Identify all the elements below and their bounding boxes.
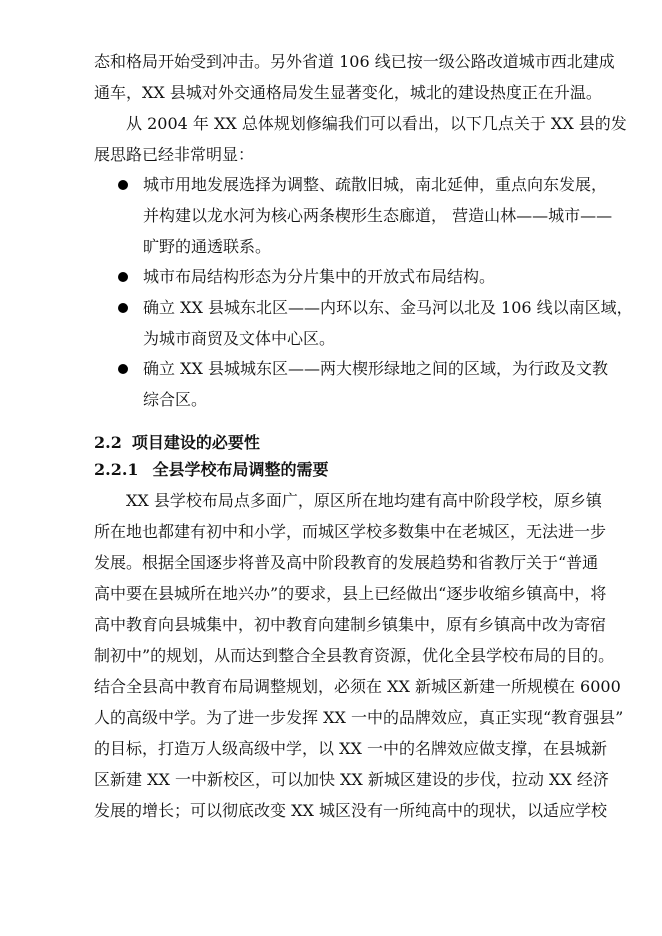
paragraph-line: 发展的增长；可以彻底改变 XX 城区没有一所纯高中的现状，以适应学校 (94, 801, 607, 820)
paragraph-line: 的目标，打造万人级高级中学，以 XX 一中的名牌效应做支撑，在县城新 (94, 739, 607, 758)
paragraph-line: 结合全县高中教育布局调整规划，必须在 XX 新城区新建一所规模在 6000 (94, 677, 621, 696)
paragraph-line: 展思路已经非常明显： (94, 145, 255, 164)
bullet-line: 旷野的通透联系。 (143, 237, 272, 256)
paragraph-line: 态和格局开始受到冲击。另外省道 106 线已按一级公路改道城市西北建成 (94, 52, 615, 71)
subsection-number: 2.2.1 (94, 460, 139, 479)
paragraph-line: XX 县学校布局点多面广，原区所在地均建有高中阶段学校，原乡镇 (126, 491, 602, 510)
paragraph-line: 区新建 XX 一中新校区，可以加快 XX 新城区建设的步伐，拉动 XX 经济 (94, 770, 609, 789)
paragraph-line: 从 2004 年 XX 总体规划修编我们可以看出，以下几点关于 XX 县的发 (126, 114, 627, 133)
bullet-line: 为城市商贸及文体中心区。 (143, 329, 336, 348)
bullet-line: 城市用地发展选择为调整、疏散旧城，南北延伸，重点向东发展， (143, 175, 608, 194)
paragraph-line: 制初中”的规划，从而达到整合全县教育资源，优化全县学校布局的目的。 (94, 646, 615, 665)
bullet-line: 综合区。 (143, 390, 208, 409)
bullet-line: 确立 XX 县城东北区——内环以东、金马河以北及 106 线以南区域， (143, 298, 633, 317)
paragraph-line: 高中教育向县城集中，初中教育向建制乡镇集中，原有乡镇高中改为寄宿 (94, 615, 607, 634)
paragraph-line: 发展。根据全国逐步将普及高中阶段教育的发展趋势和省教厅关于“普通 (94, 553, 599, 572)
subsection-title: 全县学校布局调整的需要 (152, 460, 329, 479)
paragraph-line: 人的高级中学。为了进一步发挥 XX 一中的品牌效应，真正实现“教育强县” (94, 708, 624, 727)
section-heading (94, 432, 614, 454)
paragraph-line: 所在地也都建有初中和小学，而城区学校多数集中在老城区，无法进一步 (94, 522, 607, 541)
bullet-line: 确立 XX 县城城东区——两大楔形绿地之间的区域，为行政及文教 (143, 359, 608, 378)
section-title: 项目建设的必要性 (131, 433, 260, 452)
section-number: 2.2 (94, 433, 122, 452)
bullet-icon (118, 272, 128, 282)
bullet-icon (118, 180, 128, 190)
paragraph-line: 通车，XX 县城对外交通格局发生显著变化，城北的建设热度正在升温。 (94, 83, 602, 102)
bullet-line: 城市布局结构形态为分片集中的开放式布局结构。 (143, 267, 496, 286)
bullet-line: 并构建以龙水河为核心两条楔形生态廊道， 营造山林——城市—— (143, 206, 613, 225)
paragraph-line: 高中要在县城所在地兴办”的要求，县上已经做出“逐步收缩乡镇高中，将 (94, 584, 607, 603)
subsection-heading (94, 459, 614, 481)
bullet-icon (118, 364, 128, 374)
bullet-icon (118, 303, 128, 313)
